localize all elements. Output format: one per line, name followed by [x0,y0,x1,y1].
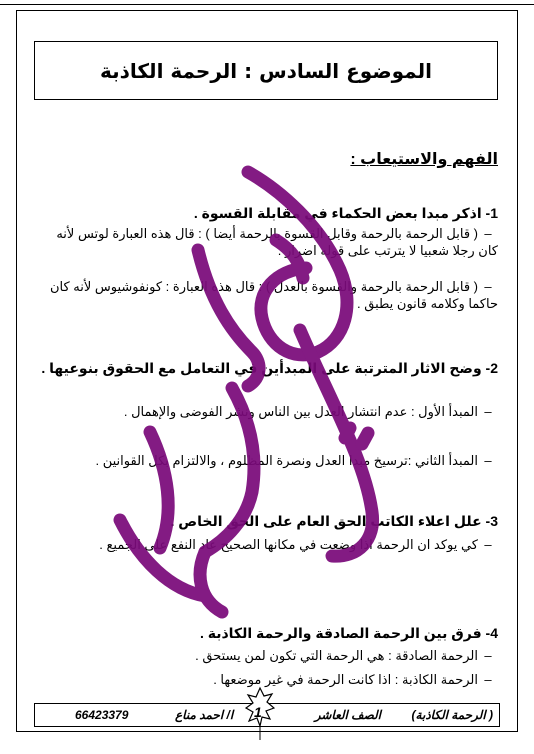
dash-marker: – [484,404,492,419]
footer-teacher: ا/ احمد مناع [175,708,234,722]
dash-marker: – [484,279,492,294]
top-rule [0,4,534,5]
footer-grade: الصف العاشر [314,708,381,722]
question-2-bullet-1 [48,403,498,420]
question-4-heading: 4- فرق بين الرحمة الصادقة والرحمة الكاذبة . [199,625,498,641]
bullet-text: ( قابل الرحمة بالرحمة والقسوة بالعدل ) : قال هذه العبارة : كونفوشيوس لأنه كان حاكما وكلامه قانون يطبق . [49,279,498,311]
question-2-heading: 2- وضح الاثار المترتبة على المبدأين في التعامل مع الحقوق بنوعيها . [41,360,498,376]
dash-marker: – [484,537,492,552]
page-number: 1 [254,704,262,720]
bullet-text: الرحمة الصادقة : هي الرحمة التي تكون لمن يستحق . [195,648,478,663]
title-box [34,41,498,100]
bullet-text: كي يوكد ان الرحمة اذا وضعت في مكانها الصحيح عاد النفع على الجميع . [99,537,478,552]
bullet-text: المبدأ الأول : عدم انتشار العدل بين الناس ونشر الفوضى والإهمال . [123,404,478,419]
footer-topic: ( الرحمة الكاذبة) [411,708,493,722]
bullet-text: الرحمة الكاذبة : اذا كانت الرحمة في غير موضعها . [213,672,478,687]
question-3-bullet-1 [48,536,498,553]
dash-marker: – [484,226,492,241]
dash-marker: – [484,453,492,468]
bullet-text: ( قابل الرحمة بالرحمة وقابل القسوة بالرحمة أيضا ) : قال هذه العبارة لوتس لأنه كان رجلا شعبيا لا يترتب على قوله اضرار . [56,226,498,258]
question-4-bullet-1 [48,647,498,664]
dash-marker: – [484,648,492,663]
page-title: الموضوع السادس : الرحمة الكاذبة [100,58,432,83]
bullet-text: المبدأ الثاني :ترسيخ مبدا العدل ونصرة المظلوم ، والالتزام بكل القوانين . [95,453,478,468]
question-1-bullet-2 [48,278,498,312]
question-2-bullet-2 [48,452,498,469]
question-3-heading: 3- علل اعلاء الكاتب الحق العام على الحق الخاص . [170,513,498,529]
question-1-heading: 1- اذكر مبدا بعض الحكماء في مقابلة القسوة . [193,205,498,221]
question-1-bullet-1 [48,225,498,259]
section-heading: الفهم والاستيعاب : [350,151,498,168]
footer-phone: 66423379 [75,708,129,722]
dash-marker: – [484,672,492,687]
